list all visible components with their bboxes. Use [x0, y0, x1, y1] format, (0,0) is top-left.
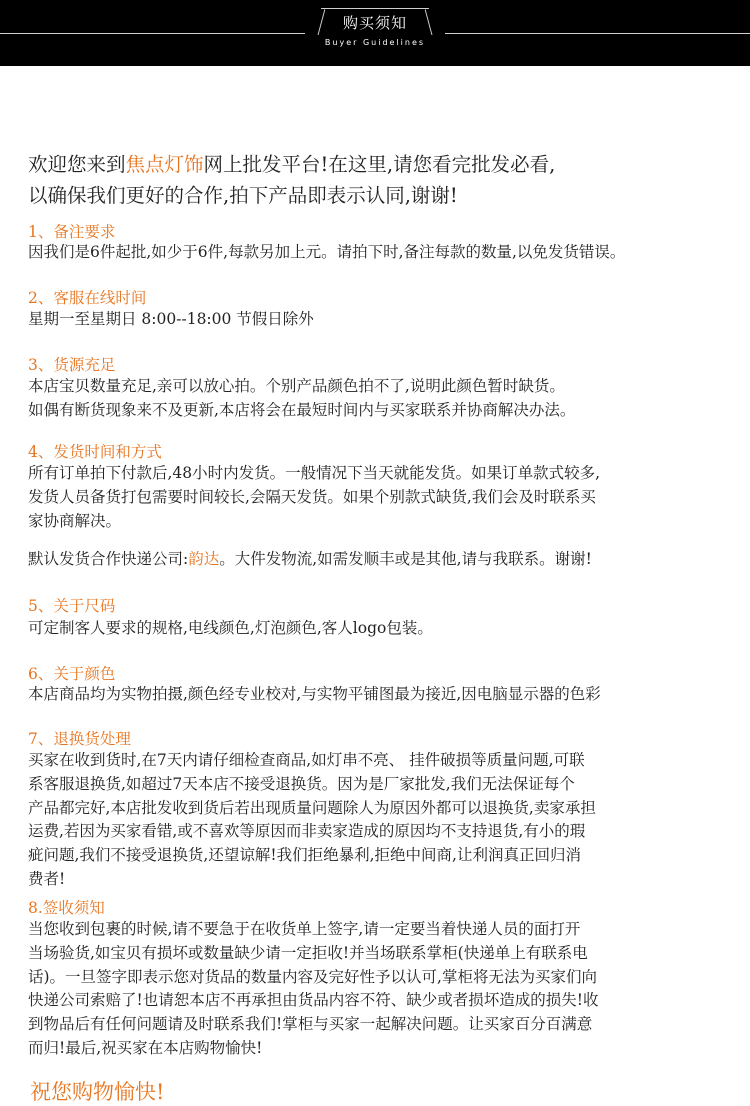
banner-divider-left — [0, 33, 305, 34]
section-6-body: 本店商品均为实物拍摄,颜色经专业校对,与实物平铺图最为接近,因电脑显示器的色彩 — [28, 685, 601, 703]
section-3-title: 3、货源充足 — [28, 356, 116, 374]
section-6-title: 6、关于颜色 — [28, 665, 116, 683]
section-1-body: 因我们是6件起批,如少于6件,每款另加上元。请拍下时,备注每款的数量,以免发货错误。 — [28, 243, 626, 261]
section-8-title: 8.签收须知 — [28, 899, 105, 917]
shipping-note-post: 。大件发物流,如需发顺丰或是其他,请与我联系。谢谢! — [219, 550, 592, 568]
section-2-title: 2、客服在线时间 — [28, 289, 147, 307]
section-5-body: 可定制客人要求的规格,电线颜色,灯泡颜色,客人logo包装。 — [28, 619, 433, 637]
banner-title: 购买须知 — [342, 14, 407, 32]
section-2-body: 星期一至星期日 8:00--18:00 节假日除外 — [28, 310, 314, 328]
shipping-note-pre: 默认发货合作快递公司: — [28, 550, 189, 568]
section-7-title: 7、退换货处理 — [28, 730, 131, 748]
intro-line-2: 以确保我们更好的合作,拍下产品即表示认同,谢谢! — [28, 184, 458, 207]
section-1-title: 1、备注要求 — [28, 223, 116, 241]
section-5-title: 5、关于尺码 — [28, 597, 116, 615]
closing-message: 祝您购物愉快! — [30, 1080, 165, 1104]
section-4-body: 所有订单拍下付款后,48小时内发货。一般情况下当天就能发货。如果订单款式较多, 发货人员备货打包需要时间较长,会隔天发货。如果个别款式缺货,我们会及时联系买 家协商解决。 — [28, 464, 601, 530]
section-3-body: 本店宝贝数量充足,亲可以放心拍。个别产品颜色拍不了,说明此颜色暂时缺货。 如偶有断货现象来不及更新,本店将会在最短时间内与买家联系并协商解决办法。 — [28, 377, 576, 419]
section-7-body: 买家在收到货时,在7天内请仔细检查商品,如灯串不亮、 挂件破损等质量问题,可联 系客服退换货,如超过7天本店不接受退换货。因为是厂家批发,我们无法保证每个 产品都完好,本店批发收到货后若出现质量问题除人为原因外都可以退换货,卖家承担 运费,若因为买家看错,或不喜欢等原因而非卖家造成的原因均不支持退货,有小的瑕 疵问题,我们不接受退换货,还望谅解!我们拒绝暴利,拒绝中间商,让利润真正回归消 费者! — [28, 751, 596, 888]
section-8-body: 当您收到包裹的时候,请不要急于在收货单上签字,请一定要当着快递人员的面打开 当场验货,如宝贝有损坏或数量缺少请一定拒收!并当场联系掌柜(快递单上有联系电 话)。一旦签字即表示您对货品的数量内容及完好性予以认可,掌柜将无法为买家们向 快递公司索赔了!也请恕本店不再承担由货品内容不符、缺少或者损坏造成的损失!收 到物品后有任何问题请及时联系我们!掌柜与买家一起解决问题。让买家百分百满意 而归!最后,祝买家在本店购物愉快! — [28, 920, 599, 1057]
intro-line-1-post: 网上批发平台!在这里,请您看完批发必看, — [203, 153, 556, 176]
section-4-title: 4、发货时间和方式 — [28, 443, 162, 461]
section-4-shipping-note — [28, 548, 750, 572]
intro-line-1 — [28, 149, 748, 180]
intro-text — [28, 149, 748, 211]
header-banner — [0, 0, 750, 66]
intro-line-1-pre: 欢迎您来到 — [28, 153, 126, 176]
banner-subtitle: Buyer Guidelines — [324, 38, 426, 47]
banner-divider-right — [445, 33, 750, 34]
courier-name: 韵达 — [188, 550, 220, 568]
brand-name: 焦点灯饰 — [125, 153, 204, 176]
